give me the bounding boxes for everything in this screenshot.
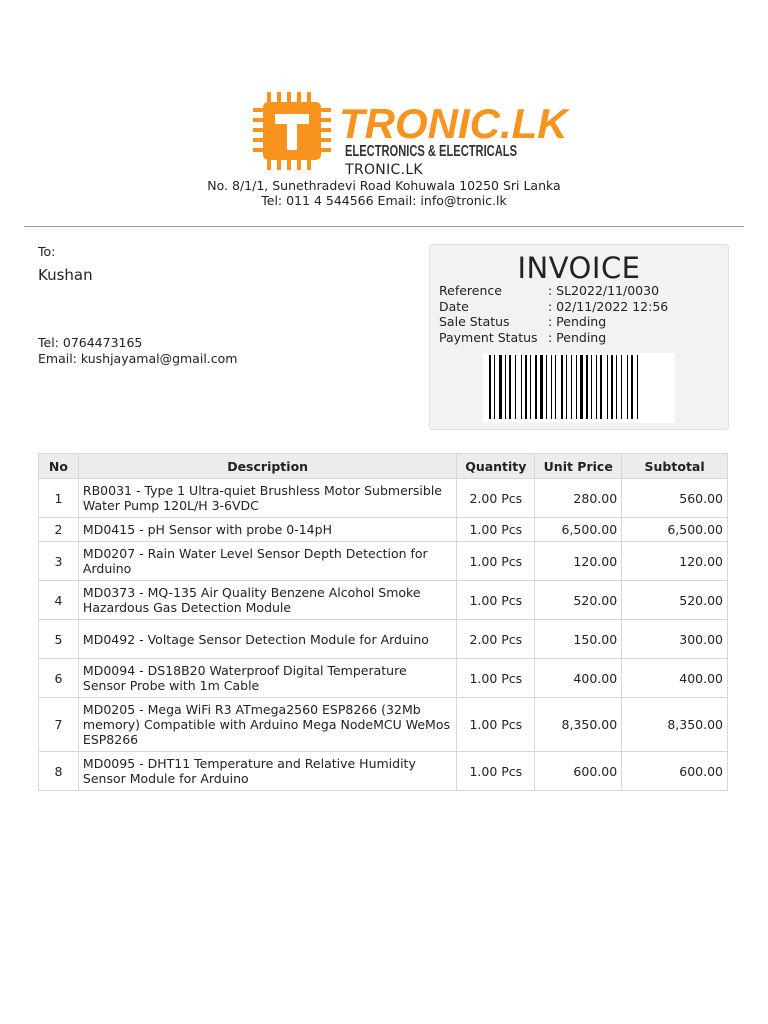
- row-quantity: 1.00 Pcs: [457, 542, 535, 581]
- row-quantity: 1.00 Pcs: [457, 518, 535, 542]
- row-subtotal: 520.00: [622, 581, 728, 620]
- row-unit-price: 600.00: [535, 752, 622, 791]
- table-row: [39, 698, 728, 752]
- row-no: 8: [39, 752, 79, 791]
- reference-value: : SL2022/11/0030: [548, 283, 660, 298]
- row-description: MD0205 - Mega WiFi R3 ATmega2560 ESP8266 (32Mb memory) Compatible with Arduino Mega NodeMCU WeMos ESP8266: [78, 698, 456, 752]
- row-quantity: 1.00 Pcs: [457, 752, 535, 791]
- items-table: [38, 453, 728, 791]
- barcode-icon: [483, 353, 675, 423]
- table-row: [39, 581, 728, 620]
- row-unit-price: 8,350.00: [535, 698, 622, 752]
- row-description: MD0095 - DHT11 Temperature and Relative Humidity Sensor Module for Arduino: [78, 752, 456, 791]
- row-subtotal: 300.00: [622, 620, 728, 659]
- col-header-unit-price: Unit Price: [535, 454, 622, 479]
- row-no: 4: [39, 581, 79, 620]
- table-row: [39, 479, 728, 518]
- row-no: 2: [39, 518, 79, 542]
- payment-status-label: Payment Status: [439, 329, 538, 345]
- chip-icon: [253, 92, 331, 170]
- row-unit-price: 150.00: [535, 620, 622, 659]
- payment-status-row: [439, 330, 668, 346]
- row-unit-price: 6,500.00: [535, 518, 622, 542]
- invoice-details: [439, 283, 668, 345]
- sale-status-label: Sale Status: [439, 314, 510, 329]
- row-quantity: 1.00 Pcs: [457, 581, 535, 620]
- row-subtotal: 400.00: [622, 659, 728, 698]
- to-label: To:: [38, 244, 56, 259]
- table-row: [39, 542, 728, 581]
- row-quantity: 1.00 Pcs: [457, 659, 535, 698]
- row-no: 1: [39, 479, 79, 518]
- company-address-block: [0, 178, 768, 208]
- logo-tagline: ELECTRONICS & ELECTRICALS: [345, 143, 518, 160]
- invoice-summary-box: [429, 244, 729, 430]
- row-no: 3: [39, 542, 79, 581]
- company-logo: [249, 90, 568, 170]
- date-value: : 02/11/2022 12:56: [548, 298, 669, 314]
- logo-text: TRONIC.LK: [339, 100, 568, 147]
- row-subtotal: 600.00: [622, 752, 728, 791]
- reference-label: Reference: [439, 283, 502, 298]
- table-row: [39, 659, 728, 698]
- col-header-description: Description: [78, 454, 456, 479]
- col-header-subtotal: Subtotal: [622, 454, 728, 479]
- company-contact: Tel: 011 4 544566 Email: info@tronic.lk: [261, 193, 507, 208]
- row-subtotal: 6,500.00: [622, 518, 728, 542]
- col-header-quantity: Quantity: [457, 454, 535, 479]
- table-row: [39, 752, 728, 791]
- customer-name: Kushan: [38, 266, 93, 284]
- sale-status-row: [439, 314, 668, 330]
- row-description: RB0031 - Type 1 Ultra-quiet Brushless Motor Submersible Water Pump 120L/H 3-6VDC: [78, 479, 456, 518]
- row-description: MD0207 - Rain Water Level Sensor Depth Detection for Arduino: [78, 542, 456, 581]
- row-unit-price: 120.00: [535, 542, 622, 581]
- invoice-title: INVOICE: [517, 251, 641, 285]
- invoice-reference-row: [439, 283, 668, 299]
- row-subtotal: 120.00: [622, 542, 728, 581]
- row-description: MD0415 - pH Sensor with probe 0-14pH: [78, 518, 456, 542]
- invoice-date-row: [439, 299, 668, 315]
- row-no: 7: [39, 698, 79, 752]
- header-divider: [24, 226, 744, 227]
- sale-status-value: : Pending: [548, 314, 607, 329]
- table-header-row: [39, 454, 728, 479]
- row-no: 6: [39, 659, 79, 698]
- payment-status-value: : Pending: [548, 329, 607, 345]
- table-row: [39, 518, 728, 542]
- row-quantity: 1.00 Pcs: [457, 698, 535, 752]
- customer-email: Email: kushjayamal@gmail.com: [38, 351, 238, 366]
- row-unit-price: 280.00: [535, 479, 622, 518]
- company-address: No. 8/1/1, Sunethradevi Road Kohuwala 10250 Sri Lanka: [207, 178, 561, 193]
- row-subtotal: 560.00: [622, 479, 728, 518]
- table-row: [39, 620, 728, 659]
- date-label: Date: [439, 298, 469, 314]
- col-header-no: No: [39, 454, 79, 479]
- row-unit-price: 400.00: [535, 659, 622, 698]
- row-description: MD0373 - MQ-135 Air Quality Benzene Alcohol Smoke Hazardous Gas Detection Module: [78, 581, 456, 620]
- row-unit-price: 520.00: [535, 581, 622, 620]
- customer-tel: Tel: 0764473165: [38, 335, 143, 350]
- company-name: TRONIC.LK: [345, 162, 423, 178]
- row-no: 5: [39, 620, 79, 659]
- customer-contact: [38, 335, 237, 367]
- row-description: MD0492 - Voltage Sensor Detection Module for Arduino: [78, 620, 456, 659]
- row-subtotal: 8,350.00: [622, 698, 728, 752]
- row-quantity: 2.00 Pcs: [457, 620, 535, 659]
- row-quantity: 2.00 Pcs: [457, 479, 535, 518]
- row-description: MD0094 - DS18B20 Waterproof Digital Temperature Sensor Probe with 1m Cable: [78, 659, 456, 698]
